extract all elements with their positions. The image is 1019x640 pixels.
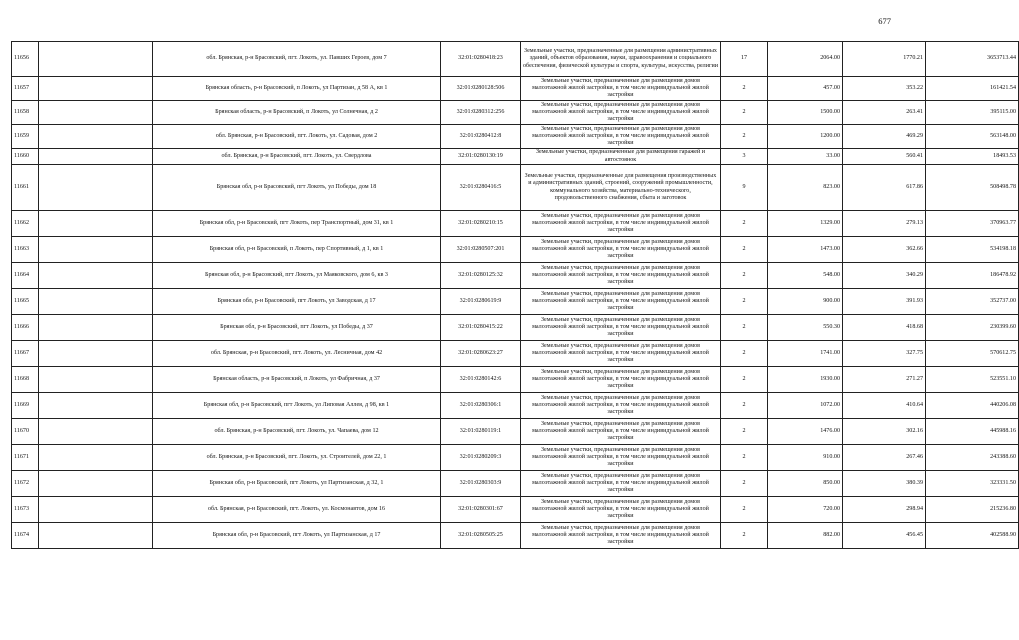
row-id: 11674 — [12, 523, 39, 549]
row-address: Брянская обл, р-н Брасовский, пгт Локоть, пер Транспортный, дом 31, кв 1 — [153, 211, 441, 237]
row-address: Брянская область, р-н Брасовский, п Локоть, ул Солнечная, д 2 — [153, 101, 441, 125]
row-id: 11663 — [12, 237, 39, 263]
row-rate: 456.45 — [843, 523, 926, 549]
row-value: 352737.00 — [926, 289, 1019, 315]
row-id: 11666 — [12, 315, 39, 341]
row-land-use: Земельные участки, предназначенные для размещения домов малоэтажной жилой застройки, в том числе индивидуальной жилой застройки — [521, 289, 721, 315]
row-land-use: Земельные участки, предназначенные для размещения домов малоэтажной жилой застройки, в том числе индивидуальной жилой застройки — [521, 211, 721, 237]
table-row — [12, 471, 1019, 497]
row-address: обл. Брянская, р-н Брасовский, пгт. Локоть, ул. Свердлова — [153, 149, 441, 165]
row-area: 548.00 — [768, 263, 843, 289]
table-row — [12, 101, 1019, 125]
row-cadastral-number: 32:01:0280619:9 — [441, 289, 521, 315]
row-rate: 298.94 — [843, 497, 926, 523]
row-cadastral-number: 32:01:0280128:506 — [441, 77, 521, 101]
row-id: 11671 — [12, 445, 39, 471]
blank-cell — [39, 125, 153, 149]
blank-cell — [39, 77, 153, 101]
table-row — [12, 289, 1019, 315]
row-area: 1741.00 — [768, 341, 843, 367]
row-use-code: 2 — [721, 77, 768, 101]
row-area: 850.00 — [768, 471, 843, 497]
row-cadastral-number: 32:01:0280306:1 — [441, 393, 521, 419]
blank-cell — [39, 367, 153, 393]
row-value: 563148.00 — [926, 125, 1019, 149]
row-rate: 469.29 — [843, 125, 926, 149]
blank-cell — [39, 523, 153, 549]
row-use-code: 2 — [721, 237, 768, 263]
row-value: 395115.00 — [926, 101, 1019, 125]
land-registry-table — [11, 41, 1019, 549]
row-cadastral-number: 32:01:0280507:201 — [441, 237, 521, 263]
row-cadastral-number: 32:01:0280209:3 — [441, 445, 521, 471]
blank-cell — [39, 445, 153, 471]
table-row — [12, 211, 1019, 237]
row-land-use: Земельные участки, предназначенные для размещения домов малоэтажной жилой застройки, в том числе индивидуальной жилой застройки — [521, 393, 721, 419]
blank-cell — [39, 289, 153, 315]
row-use-code: 2 — [721, 315, 768, 341]
page-number: 677 — [878, 16, 891, 26]
row-use-code: 2 — [721, 367, 768, 393]
row-cadastral-number: 32:01:0280415:22 — [441, 315, 521, 341]
row-id: 11670 — [12, 419, 39, 445]
row-area: 1200.00 — [768, 125, 843, 149]
row-value: 402588.90 — [926, 523, 1019, 549]
table-row — [12, 497, 1019, 523]
row-address: обл. Брянская, р-н Брасовский, пгт. Локоть, ул. Павших Героев, дом 7 — [153, 42, 441, 77]
row-id: 11664 — [12, 263, 39, 289]
row-rate: 327.75 — [843, 341, 926, 367]
row-address: Брянская область, р-н Брасовский, п Локоть, ул Партизан, д 58 А, кв 1 — [153, 77, 441, 101]
table-row — [12, 42, 1019, 77]
row-id: 11667 — [12, 341, 39, 367]
row-id: 11658 — [12, 101, 39, 125]
table-row — [12, 341, 1019, 367]
row-rate: 353.22 — [843, 77, 926, 101]
row-address: Брянская область, р-н Брасовский, п Локоть, ул Фабричная, д 37 — [153, 367, 441, 393]
row-land-use: Земельные участки, предназначенные для размещения домов малоэтажной жилой застройки, в том числе индивидуальной жилой застройки — [521, 471, 721, 497]
blank-cell — [39, 211, 153, 237]
row-land-use: Земельные участки, предназначенные для размещения домов малоэтажной жилой застройки, в том числе индивидуальной жилой застройки — [521, 419, 721, 445]
row-area: 1476.00 — [768, 419, 843, 445]
row-land-use: Земельные участки, предназначенные для размещения домов малоэтажной жилой застройки, в том числе индивидуальной жилой застройки — [521, 497, 721, 523]
blank-cell — [39, 42, 153, 77]
row-rate: 263.41 — [843, 101, 926, 125]
row-area: 910.00 — [768, 445, 843, 471]
row-area: 720.00 — [768, 497, 843, 523]
row-rate: 340.29 — [843, 263, 926, 289]
table-row — [12, 237, 1019, 263]
row-id: 11660 — [12, 149, 39, 165]
blank-cell — [39, 237, 153, 263]
row-cadastral-number: 32:01:0280505:25 — [441, 523, 521, 549]
row-area: 550.30 — [768, 315, 843, 341]
row-land-use: Земельные участки, предназначенные для размещения домов малоэтажной жилой застройки, в том числе индивидуальной жилой застройки — [521, 367, 721, 393]
row-address: Брянская обл, р-н Брасовский, пгт Локоть, ул Партизанская, д 32, 1 — [153, 471, 441, 497]
row-use-code: 2 — [721, 497, 768, 523]
row-value: 508498.78 — [926, 165, 1019, 211]
row-value: 186478.92 — [926, 263, 1019, 289]
table-row — [12, 419, 1019, 445]
table-row — [12, 393, 1019, 419]
row-rate: 1770.21 — [843, 42, 926, 77]
row-address: обл. Брянская, р-н Брасовский, пгт. Локоть, ул. Космонавтов, дом 16 — [153, 497, 441, 523]
row-rate: 617.86 — [843, 165, 926, 211]
blank-cell — [39, 341, 153, 367]
row-id: 11665 — [12, 289, 39, 315]
row-address: Брянская обл, р-н Брасовский, пгт Локоть, ул Партизанская, д 17 — [153, 523, 441, 549]
row-rate: 418.68 — [843, 315, 926, 341]
row-address: Брянская обл, р-н Брасовский, пгт Локоть, ул Маяковского, дом 6, кв 3 — [153, 263, 441, 289]
row-address: обл. Брянская, р-н Брасовский, пгт. Локоть, ул. Строителей, дом 22, 1 — [153, 445, 441, 471]
row-address: обл. Брянская, р-н Брасовский, пгт. Локоть, ул. Чапаева, дом 12 — [153, 419, 441, 445]
row-value: 161421.54 — [926, 77, 1019, 101]
row-cadastral-number: 32:01:0280418:23 — [441, 42, 521, 77]
blank-cell — [39, 419, 153, 445]
blank-cell — [39, 471, 153, 497]
row-cadastral-number: 32:01:0280416:5 — [441, 165, 521, 211]
row-id: 11668 — [12, 367, 39, 393]
table-row — [12, 315, 1019, 341]
row-cadastral-number: 32:01:0280623:27 — [441, 341, 521, 367]
row-id: 11673 — [12, 497, 39, 523]
blank-cell — [39, 393, 153, 419]
row-rate: 560.41 — [843, 149, 926, 165]
row-area: 2064.00 — [768, 42, 843, 77]
row-use-code: 2 — [721, 471, 768, 497]
row-use-code: 2 — [721, 289, 768, 315]
row-use-code: 2 — [721, 523, 768, 549]
row-area: 1930.00 — [768, 367, 843, 393]
blank-cell — [39, 165, 153, 211]
row-area: 900.00 — [768, 289, 843, 315]
row-land-use: Земельные участки, предназначенные для размещения домов малоэтажной жилой застройки, в том числе индивидуальной жилой застройки — [521, 263, 721, 289]
row-value: 570612.75 — [926, 341, 1019, 367]
row-land-use: Земельные участки, предназначенные для размещения домов малоэтажной жилой застройки, в том числе индивидуальной жилой застройки — [521, 101, 721, 125]
row-rate: 279.13 — [843, 211, 926, 237]
row-value: 445988.16 — [926, 419, 1019, 445]
row-area: 1500.00 — [768, 101, 843, 125]
row-value: 323331.50 — [926, 471, 1019, 497]
row-rate: 391.93 — [843, 289, 926, 315]
row-use-code: 2 — [721, 419, 768, 445]
row-land-use: Земельные участки, предназначенные для размещения домов малоэтажной жилой застройки, в том числе индивидуальной жилой застройки — [521, 77, 721, 101]
row-id: 11662 — [12, 211, 39, 237]
table-row — [12, 77, 1019, 101]
row-value: 215236.80 — [926, 497, 1019, 523]
row-use-code: 2 — [721, 101, 768, 125]
table-row — [12, 125, 1019, 149]
table-row — [12, 523, 1019, 549]
table-row — [12, 263, 1019, 289]
row-rate: 380.39 — [843, 471, 926, 497]
row-use-code: 2 — [721, 125, 768, 149]
row-value: 18493.53 — [926, 149, 1019, 165]
row-use-code: 2 — [721, 211, 768, 237]
table-row — [12, 367, 1019, 393]
row-id: 11659 — [12, 125, 39, 149]
row-value: 370963.77 — [926, 211, 1019, 237]
row-cadastral-number: 32:01:0280130:19 — [441, 149, 521, 165]
row-land-use: Земельные участки, предназначенные для размещения административных зданий, объектов образования, науки, здравоохранения и социального обеспечения, физической культуры и спорта, культуры, искусства, религии — [521, 42, 721, 77]
row-address: Брянская обл, р-н Брасовский, пгт Локоть, ул Заводская, д 17 — [153, 289, 441, 315]
row-address: Брянская обл, р-н Брасовский, пгт Локоть, ул Победы, дом 18 — [153, 165, 441, 211]
row-cadastral-number: 32:01:0280125:32 — [441, 263, 521, 289]
row-cadastral-number: 32:01:0280312:256 — [441, 101, 521, 125]
row-rate: 362.66 — [843, 237, 926, 263]
row-rate: 267.46 — [843, 445, 926, 471]
row-value: 534198.18 — [926, 237, 1019, 263]
row-area: 1473.00 — [768, 237, 843, 263]
row-land-use: Земельные участки, предназначенные для размещения домов малоэтажной жилой застройки, в том числе индивидуальной жилой застройки — [521, 445, 721, 471]
row-rate: 410.64 — [843, 393, 926, 419]
row-id: 11661 — [12, 165, 39, 211]
row-value: 3653713.44 — [926, 42, 1019, 77]
row-cadastral-number: 32:01:0280301:67 — [441, 497, 521, 523]
row-cadastral-number: 32:01:0280412:8 — [441, 125, 521, 149]
row-area: 1072.00 — [768, 393, 843, 419]
row-cadastral-number: 32:01:0280142:6 — [441, 367, 521, 393]
table-row — [12, 165, 1019, 211]
row-land-use: Земельные участки, предназначенные для размещения домов малоэтажной жилой застройки, в том числе индивидуальной жилой застройки — [521, 341, 721, 367]
row-address: обл. Брянская, р-н Брасовский, пгт. Локоть, ул. Садовая, дом 2 — [153, 125, 441, 149]
row-address: обл. Брянская, р-н Брасовский, пгт. Локоть, ул. Лесничная, дом 42 — [153, 341, 441, 367]
row-area: 1329.00 — [768, 211, 843, 237]
row-use-code: 2 — [721, 393, 768, 419]
row-area: 882.00 — [768, 523, 843, 549]
row-value: 230399.60 — [926, 315, 1019, 341]
row-id: 11657 — [12, 77, 39, 101]
row-land-use: Земельные участки, предназначенные для размещения домов малоэтажной жилой застройки, в том числе индивидуальной жилой застройки — [521, 125, 721, 149]
row-area: 823.00 — [768, 165, 843, 211]
row-rate: 302.16 — [843, 419, 926, 445]
row-land-use: Земельные участки, предназначенные для размещения гаражей и автостоянок — [521, 149, 721, 165]
row-use-code: 2 — [721, 445, 768, 471]
row-address: Брянская обл, р-н Брасовский, пгт Локоть, ул Победы, д 37 — [153, 315, 441, 341]
row-use-code: 17 — [721, 42, 768, 77]
row-area: 457.00 — [768, 77, 843, 101]
blank-cell — [39, 149, 153, 165]
row-value: 440206.08 — [926, 393, 1019, 419]
row-address: Брянская обл, р-н Брасовский, п Локоть, пер Спортивный, д 1, кв 1 — [153, 237, 441, 263]
blank-cell — [39, 315, 153, 341]
row-address: Брянская обл, р-н Брасовский, пгт Локоть, ул Липовая Аллея, д 98, кв 1 — [153, 393, 441, 419]
row-id: 11669 — [12, 393, 39, 419]
row-rate: 271.27 — [843, 367, 926, 393]
row-value: 243388.60 — [926, 445, 1019, 471]
row-value: 523551.10 — [926, 367, 1019, 393]
row-id: 11656 — [12, 42, 39, 77]
row-land-use: Земельные участки, предназначенные для размещения домов малоэтажной жилой застройки, в том числе индивидуальной жилой застройки — [521, 237, 721, 263]
row-use-code: 3 — [721, 149, 768, 165]
table-row — [12, 149, 1019, 165]
blank-cell — [39, 497, 153, 523]
blank-cell — [39, 263, 153, 289]
row-cadastral-number: 32:01:0280303:9 — [441, 471, 521, 497]
blank-cell — [39, 101, 153, 125]
row-use-code: 2 — [721, 263, 768, 289]
row-cadastral-number: 32:01:0280210:15 — [441, 211, 521, 237]
row-land-use: Земельные участки, предназначенные для размещения домов малоэтажной жилой застройки, в том числе индивидуальной жилой застройки — [521, 523, 721, 549]
row-id: 11672 — [12, 471, 39, 497]
row-use-code: 9 — [721, 165, 768, 211]
row-land-use: Земельные участки, предназначенные для размещения производственных и административных зданий, строений, сооружений промышленности, коммунального хозяйства, материально-технического, продовольственного снабжения, сбыта и заготовок — [521, 165, 721, 211]
row-cadastral-number: 32:01:0280119:1 — [441, 419, 521, 445]
table-row — [12, 445, 1019, 471]
row-area: 33.00 — [768, 149, 843, 165]
row-land-use: Земельные участки, предназначенные для размещения домов малоэтажной жилой застройки, в том числе индивидуальной жилой застройки — [521, 315, 721, 341]
row-use-code: 2 — [721, 341, 768, 367]
